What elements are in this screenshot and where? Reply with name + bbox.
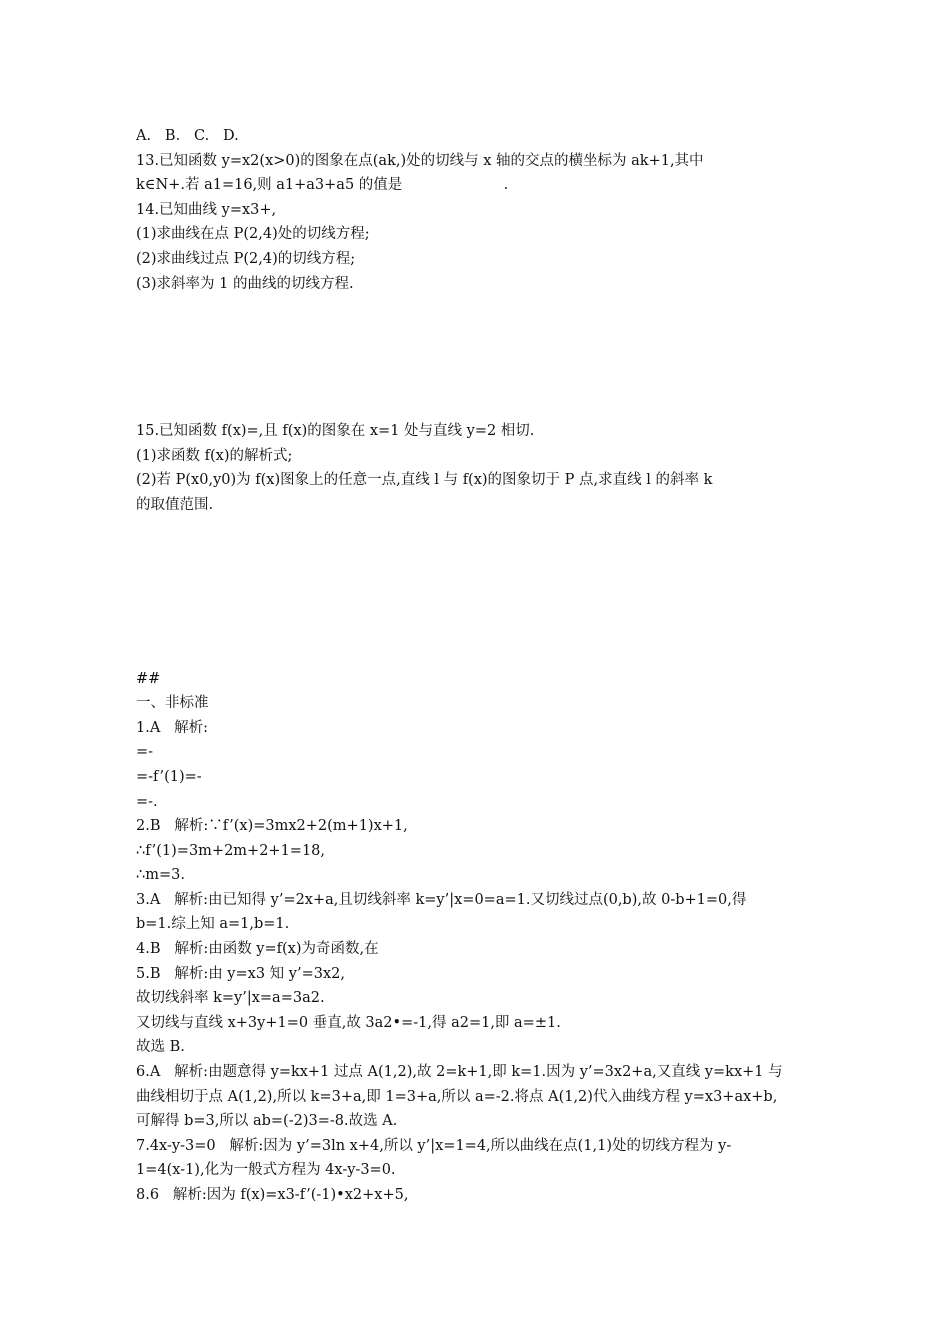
answer-key-marker: ##	[136, 670, 161, 687]
answer-line: 1.A 解析:	[136, 719, 209, 736]
question-15-part-1: (1)求函数 f(x)的解析式;	[136, 447, 293, 464]
question-13-line-2: k∈N+.若 a1=16,则 a1+a3+a5 的值是 .	[136, 177, 509, 194]
answer-line: =-.	[136, 793, 158, 810]
answer-line: 又切线与直线 x+3y+1=0 垂直,故 3a2•=-1,得 a2=1,即 a=±1.	[136, 1014, 561, 1031]
answer-key-section-title: 一、非标准	[136, 695, 209, 712]
answer-space	[136, 296, 821, 419]
question-14-part-3: (3)求斜率为 1 的曲线的切线方程.	[136, 275, 354, 292]
question-14-stem: 14.已知曲线 y=x3+,	[136, 201, 277, 218]
answer-space	[136, 518, 821, 667]
answer-line: 曲线相切于点 A(1,2),所以 k=3+a,即 1=3+a,所以 a=-2.将点 A(1,2)代入曲线方程 y=x3+ax+b,	[136, 1088, 778, 1105]
answer-line: 8.6 解析:因为 f(x)=x3-f’(-1)•x2+x+5,	[136, 1187, 409, 1203]
question-15	[136, 419, 821, 517]
answer-options-line: A. B. C. D.	[136, 128, 239, 144]
question-15-part-2-line-1: (2)若 P(x0,y0)为 f(x)图象上的任意一点,直线 l 与 f(x)的图象切于 P 点,求直线 l 的斜率 k	[136, 472, 713, 489]
answer-key	[136, 667, 821, 1208]
question-14-part-2: (2)求曲线过点 P(2,4)的切线方程;	[136, 250, 356, 267]
answer-line: ∴m=3.	[136, 867, 185, 884]
answer-line: 1=4(x-1),化为一般式方程为 4x-y-3=0.	[136, 1162, 396, 1179]
answer-line: =-f’(1)=-	[136, 768, 202, 785]
question-13-line-1: 13.已知函数 y=x2(x>0)的图象在点(ak,)处的切线与 x 轴的交点的横坐标为 ak+1,其中	[136, 152, 704, 169]
answer-line: =-	[136, 744, 154, 761]
answer-line: ∴f’(1)=3m+2m+2+1=18,	[136, 842, 326, 859]
answer-line: 故切线斜率 k=y’|x=a=3a2.	[136, 990, 325, 1007]
answer-line: 2.B 解析:∵f’(x)=3mx2+2(m+1)x+1,	[136, 818, 408, 835]
answer-line: b=1.综上知 a=1,b=1.	[136, 916, 290, 933]
answer-line: 4.B 解析:由函数 y=f(x)为奇函数,在	[136, 941, 379, 958]
question-13	[136, 149, 821, 198]
question-14-part-1: (1)求曲线在点 P(2,4)处的切线方程;	[136, 226, 370, 243]
answer-line: 7.4x-y-3=0 解析:因为 y’=3ln x+4,所以 y’|x=1=4,所以曲线在点(1,1)处的切线方程为 y-	[136, 1137, 732, 1154]
answer-line: 3.A 解析:由已知得 y’=2x+a,且切线斜率 k=y’|x=0=a=1.又切线过点(0,b),故 0-b+1=0,得	[136, 891, 747, 908]
question-15-stem: 15.已知函数 f(x)=,且 f(x)的图象在 x=1 处与直线 y=2 相切.	[136, 423, 535, 440]
answer-line: 6.A 解析:由题意得 y=kx+1 过点 A(1,2),故 2=k+1,即 k=1.因为 y’=3x2+a,又直线 y=kx+1 与	[136, 1064, 783, 1081]
question-14	[136, 198, 821, 296]
answer-line: 故选 B.	[136, 1039, 185, 1056]
question-15-part-2-line-2: 的取值范围.	[136, 496, 214, 513]
answer-line: 5.B 解析:由 y=x3 知 y’=3x2,	[136, 965, 345, 982]
document-page	[136, 124, 821, 1208]
answer-line: 可解得 b=3,所以 ab=(-2)3=-8.故选 A.	[136, 1113, 398, 1130]
